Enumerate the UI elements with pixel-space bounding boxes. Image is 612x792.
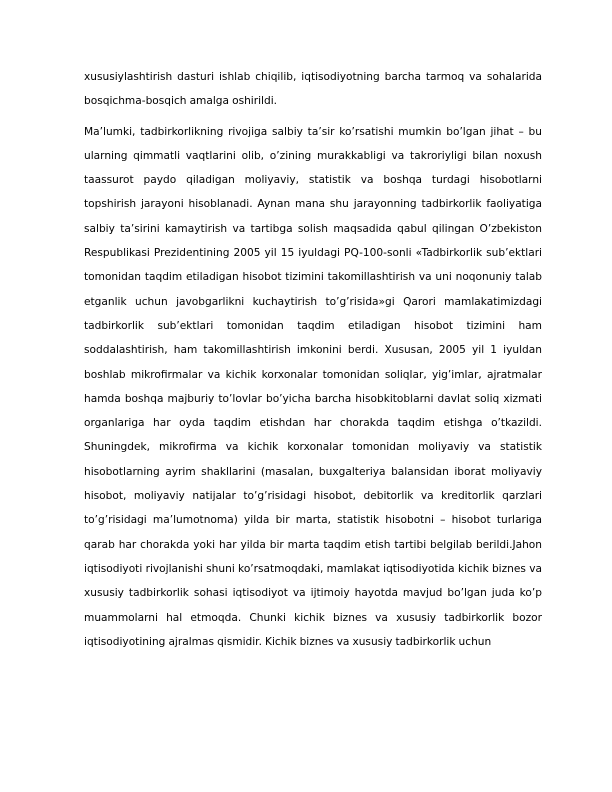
paragraph-2: Ma’lumki, tadbirkorlikning rivojiga salbiy ta’sir ko’rsatishi mumkin bo’lgan jihat – bu ularning qimmatli vaqtlarini olib, o’zining murakkabligi va takroriyligi bilan noxush taassurot paydo qiladigan moliyaviy, statistik va boshqa turdagi hisobotlarni topshirish jarayoni hisoblanadi. Aynan mana shu jarayonning tadbirkorlik faoliyatiga salbiy ta’sirini kamaytirish va tartibga solish maqsadida qabul qilingan O’zbekiston Respublikasi Prezidentining 2005 yil 15 iyuldagi PQ-100-sonli «Tadbirkorlik sub’ektlari tomonidan taqdim etiladigan hisobot tizimini takomillashtirish va uni noqonuniy talab etganlik uchun javobgarlikni kuchaytirish to’g’risida»gi Qarori mamlakatimizdagi tadbirkorlik sub’ektlari tomonidan taqdim etiladigan hisobot tizimini ham soddalashtirish, ham takomillashtirish imkonini berdi. Xususan, 2005 yil 1 iyuldan boshlab mikrofirmalar va kichik korxonalar tomonidan soliqlar, yig’imlar, ajratmalar hamda boshqa majburiy to’lovlar bo’yicha barcha hisobkitoblarni davlat soliq xizmati organlariga har oyda taqdim etishdan har chorakda taqdim etishga o’tkazildi. Shuningdek, mikrofirma va kichik korxonalar tomonidan moliyaviy va statistik hisobotlarning ayrim shakllarini (masalan, buxgalteriya balansidan iborat moliyaviy hisobot, moliyaviy natijalar to’g’risidagi hisobot, debitorlik va kreditorlik qarzlari to’g’risidagi ma’lumotnoma) yilda bir marta, statistik hisobotni – hisobot turlariga qarab har chorakda yoki har yilda bir marta taqdim etish tartibi belgilab berildi.Jahon iqtisodiyoti rivojlanishi shuni ko’rsatmoqdaki, mamlakat iqtisodiyotida kichik biznes va xususiy tadbirkorlik sohasi iqtisodiyot va ijtimoiy hayotda mavjud bo’lgan juda ko’p muammolarni hal etmoqda. Chunki kichik biznes va xususiy tadbirkorlik bozor iqtisodiyotining ajralmas qismidir. Kichik biznes va xususiy tadbirkorlik uchun (84, 125, 542, 648)
paragraph-1: xususiylashtirish dasturi ishlab chiqilib, iqtisodiyotning barcha tarmoq va sohalarida bosqichma-bosqich amalga oshirildi. (84, 71, 542, 108)
body-text (84, 65, 542, 654)
